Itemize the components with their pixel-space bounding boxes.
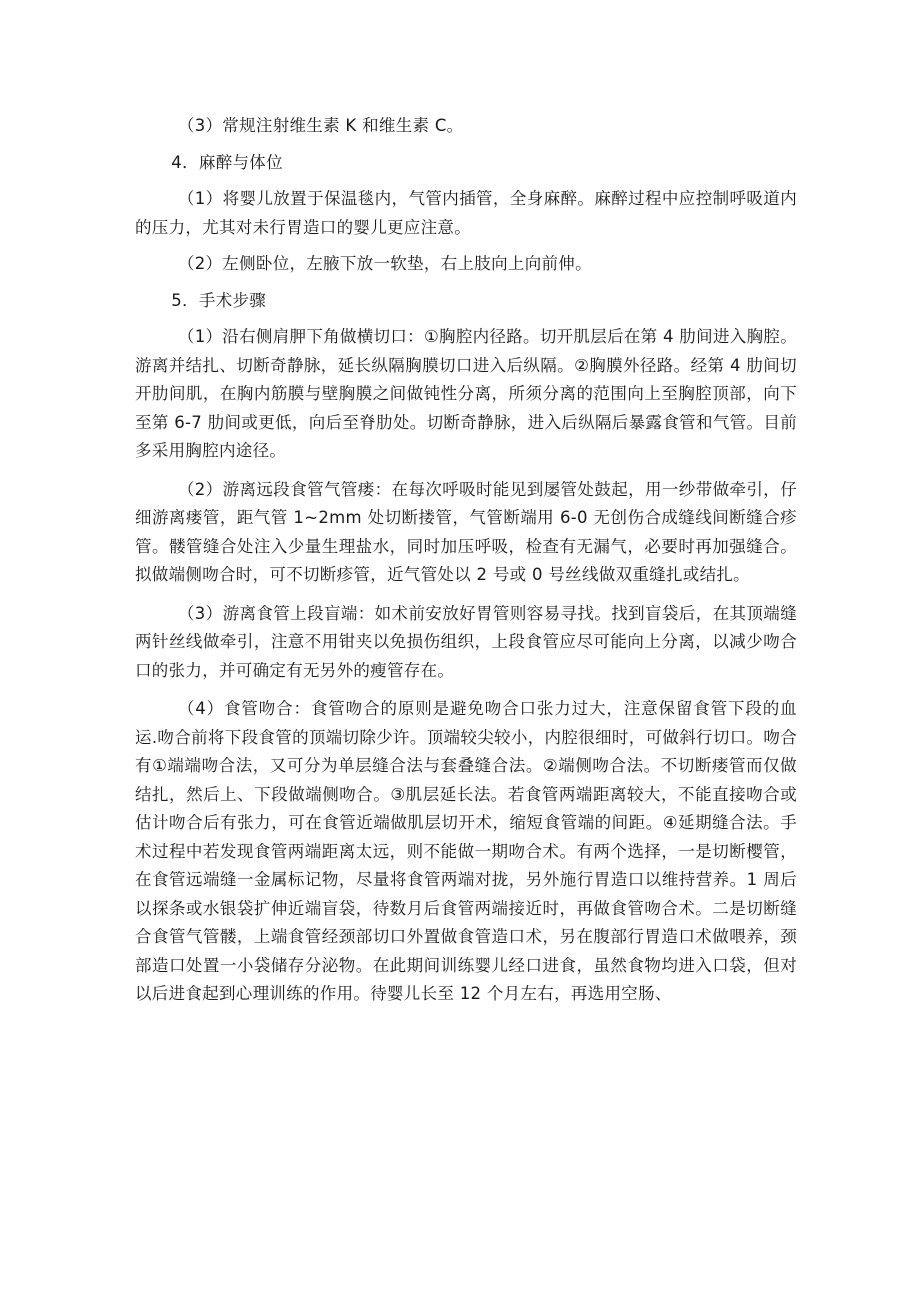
paragraph-procedure-4: （4）食管吻合：食管吻合的原则是避免吻合口张力过大，注意保留食管下段的血运.吻合前将下段食管的顶端切除少许。顶端较尖较小，内腔很细时，可做斜行切口。吻合有①端端吻合法，又可分为单层缝合法与套叠缝合法。②端侧吻合法。不切断瘘管而仅做结扎，然后上、下段做端侧吻合。③肌层延长法。若食管两端距离较大，不能直接吻合或估计吻合后有张力，可在食管近端做肌层切开术，缩短食管端的间距。④延期缝合法。手术过程中若发现食管两端距离太远，则不能做一期吻合术。有两个选择，一是切断樱管，在食管远端缝一金属标记物，尽量将食管两端对拢，另外施行胃造口以维持营养。1 周后以探条或水银袋扩伸近端盲袋，待数月后食管两端接近时，再做食管吻合术。二是切断缝合食管气管髅，上端食管经颈部切口外置做食管造口术，另在腹部行胃造口术做喂养，颈部造口处置一小袋储存分泌物。在此期间训练婴儿经口进食，虽然食物均进入口袋，但对以后进食起到心理训练的作用。待婴儿长至 12 个月左右，再选用空肠、 bbox=[135, 699, 797, 1003]
paragraph-anesthesia-1: （1）将婴儿放置于保温毯内，气管内插管，全身麻醉。麻醉过程中应控制呼吸道内的压力，尤其对未行胃造口的婴儿更应注意。 bbox=[135, 189, 797, 237]
section-heading-anesthesia: 4．麻醉与体位 bbox=[171, 152, 283, 172]
paragraph-procedure-2: （2）游离远段食管气管瘘：在每次呼吸时能见到屡管处鼓起，用一纱带做牵引，仔细游离瘘管，距气管 1~2mm 处切断搂管，气管断端用 6-0 无创伤合成缝线间断缝合疹管。髅管缝合处注入少量生理盐水，同时加压呼吸，检查有无漏气，必要时再加强缝合。拟做端侧吻合时，可不切断疹管，近气管处以 2 号或 0 号丝线做双重缝扎或结扎。 bbox=[135, 479, 797, 584]
section-heading-procedure: 5．手术步骤 bbox=[171, 290, 267, 310]
document-body bbox=[135, 112, 797, 1009]
paragraph-procedure-3: （3）游离食管上段盲端：如术前安放好胃管则容易寻找。找到盲袋后，在其顶端缝两针丝线做牵引，注意不用钳夹以免损伤组织，上段食管应尽可能向上分离，以减少吻合口的张力，并可确定有无另外的瘦管存在。 bbox=[135, 603, 797, 680]
paragraph-procedure-1: （1）沿右侧肩胛下角做横切口：①胸腔内径路。切开肌层后在第 4 肋间进入胸腔。游离并结扎、切断奇静脉，延长纵隔胸膜切口进入后纵隔。②胸膜外径路。经第 4 肋间切开肋间肌，在胸内筋膜与壁胸膜之间做钝性分离，所须分离的范围向上至胸腔顶部，向下至第 6-7 肋间或更低，向后至脊肋处。切断奇静脉，进入后纵隔后暴露食管和气管。目前多采用胸腔内途径。 bbox=[135, 327, 797, 460]
paragraph-anesthesia-2: （2）左侧卧位，左腋下放一软垫，右上肢向上向前伸。 bbox=[177, 254, 592, 273]
paragraph-vitamin-injection: （3）常规注射维生素 K 和维生素 C。 bbox=[177, 116, 464, 135]
